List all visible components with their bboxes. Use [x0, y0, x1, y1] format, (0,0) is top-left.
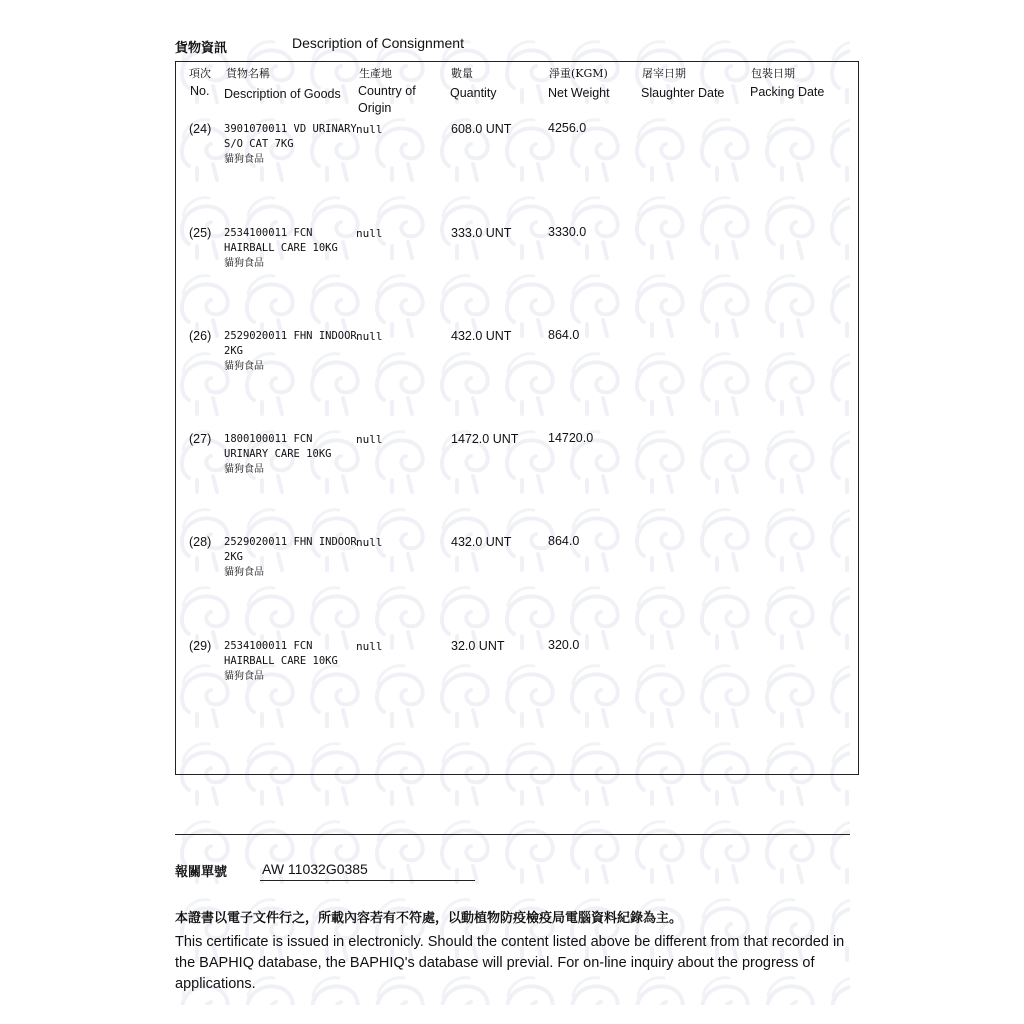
table-row	[0, 432, 1024, 512]
col-desc-en: Description of Goods	[224, 87, 341, 101]
row-net-weight: 4256.0	[548, 121, 587, 135]
table-row	[0, 226, 1024, 306]
row-net-weight: 320.0	[548, 638, 580, 652]
table-row	[0, 122, 1024, 202]
col-packing-en: Packing Date	[750, 85, 825, 99]
section-divider	[175, 834, 850, 835]
row-no: (25)	[189, 226, 212, 240]
row-no: (26)	[189, 329, 212, 343]
table-row	[0, 535, 1024, 615]
customs-underline	[260, 880, 475, 881]
row-quantity: 333.0 UNT	[451, 226, 512, 240]
row-net-weight: 864.0	[548, 328, 580, 342]
section-title-en: Description of Consignment	[292, 35, 464, 51]
row-no: (24)	[189, 122, 212, 136]
customs-number: AW 11032G0385	[262, 861, 368, 877]
col-no-zh: 項次	[189, 67, 211, 80]
row-net-weight: 14720.0	[548, 431, 594, 445]
row-no: (29)	[189, 639, 212, 653]
col-desc-zh: 貨物名稱	[226, 67, 270, 80]
row-origin: null	[356, 123, 383, 136]
col-qty-zh: 數量	[451, 67, 473, 80]
row-origin: null	[356, 330, 383, 343]
row-description: 3901070011 VD URINARY S/O CAT 7KG 貓狗食品	[224, 123, 357, 165]
col-qty-en: Quantity	[450, 86, 497, 100]
row-description: 1800100011 FCN URINARY CARE 10KG 貓狗食品	[224, 433, 332, 475]
col-no-en: No.	[190, 84, 210, 98]
row-origin: null	[356, 640, 383, 653]
col-origin-en: Country of Origin	[358, 84, 416, 115]
col-packing-zh: 包裝日期	[751, 67, 795, 80]
row-description: 2534100011 FCN HAIRBALL CARE 10KG 貓狗食品	[224, 640, 338, 682]
row-net-weight: 3330.0	[548, 225, 587, 239]
note-zh: 本證書以電子文件行之，所載內容若有不符處，以動植物防疫檢疫局電腦資料紀錄為主。	[175, 911, 683, 926]
row-net-weight: 864.0	[548, 534, 580, 548]
row-quantity: 608.0 UNT	[451, 122, 512, 136]
col-slaughter-zh: 屠宰日期	[642, 67, 686, 80]
row-origin: null	[356, 227, 383, 240]
row-origin: null	[356, 536, 383, 549]
customs-label: 報關單號	[175, 865, 228, 880]
row-no: (28)	[189, 535, 212, 549]
row-origin: null	[356, 433, 383, 446]
row-description: 2529020011 FHN INDOOR 2KG 貓狗食品	[224, 536, 357, 578]
section-title-zh: 貨物資訊	[175, 41, 228, 56]
row-no: (27)	[189, 432, 212, 446]
row-quantity: 1472.0 UNT	[451, 432, 519, 446]
table-row	[0, 329, 1024, 409]
row-description: 2529020011 FHN INDOOR 2KG 貓狗食品	[224, 330, 357, 372]
note-en: This certificate is issued in electronicly. Should the content listed above be different from that recorded in the BAPHIQ database, the BAPHIQ's database will previal. For on-line inquiry about the progress of applications.	[175, 934, 845, 992]
col-weight-en: Net Weight	[548, 86, 610, 100]
row-quantity: 432.0 UNT	[451, 329, 512, 343]
col-origin-zh: 生產地	[359, 67, 392, 80]
row-quantity: 432.0 UNT	[451, 535, 512, 549]
col-weight-zh: 淨重(KGM)	[549, 67, 608, 80]
row-description: 2534100011 FCN HAIRBALL CARE 10KG 貓狗食品	[224, 227, 338, 269]
table-row	[0, 639, 1024, 719]
row-quantity: 32.0 UNT	[451, 639, 505, 653]
col-slaughter-en: Slaughter Date	[641, 86, 725, 100]
